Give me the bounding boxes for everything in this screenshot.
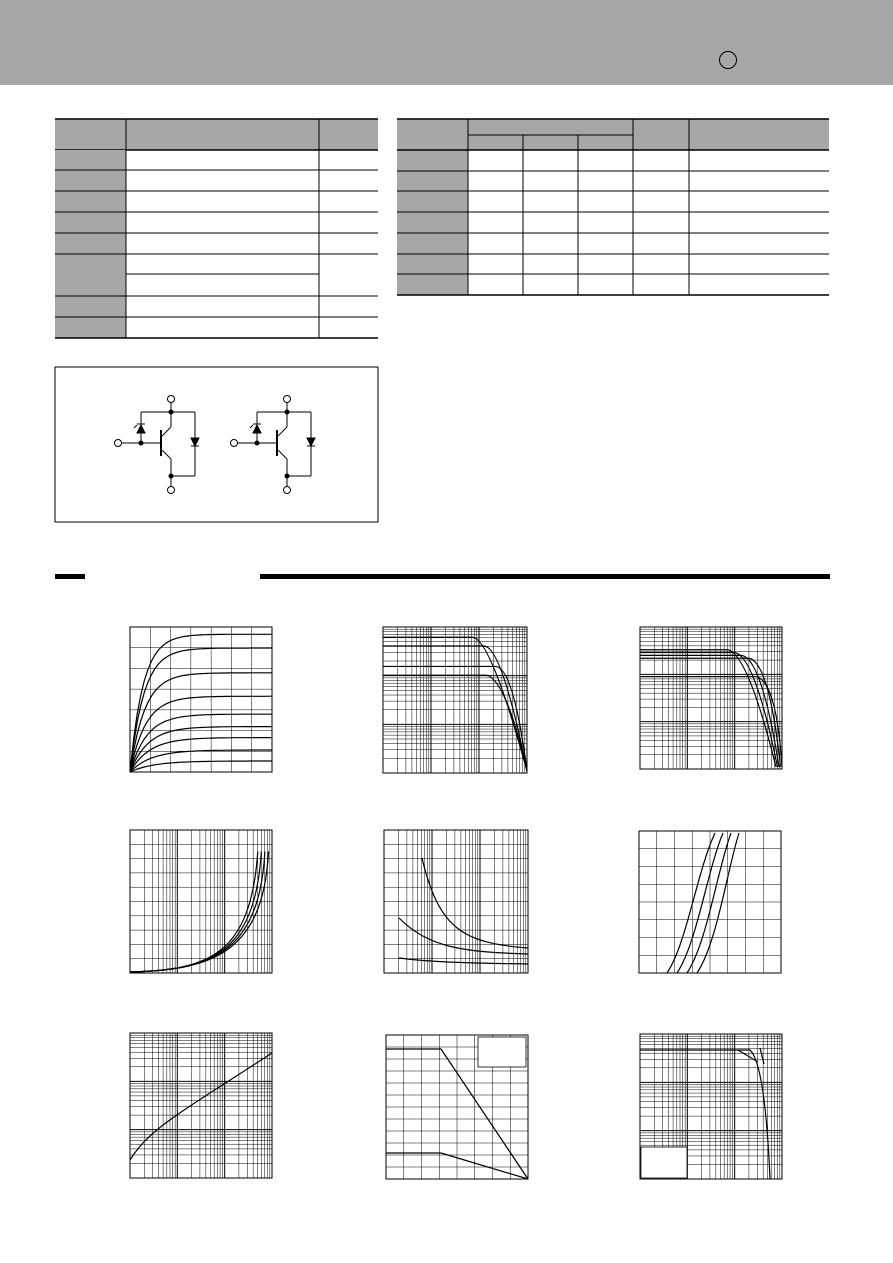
section-rule bbox=[55, 574, 830, 579]
transistor-with-diode-1 bbox=[115, 396, 200, 494]
characteristic-plots bbox=[130, 627, 782, 1179]
right-table-symbol-column bbox=[397, 150, 468, 295]
plot-2 bbox=[383, 627, 527, 773]
plot-6 bbox=[639, 831, 781, 973]
plot-5 bbox=[384, 830, 528, 973]
left-table-header bbox=[55, 119, 378, 150]
plot-1 bbox=[130, 627, 272, 772]
equivalent-circuit bbox=[55, 367, 378, 522]
left-spec-table bbox=[55, 119, 378, 338]
circuit-box bbox=[55, 367, 378, 522]
plot-3 bbox=[640, 627, 782, 769]
plot-4 bbox=[130, 830, 272, 973]
plot-9 bbox=[640, 1034, 782, 1179]
plot-8 bbox=[386, 1035, 528, 1179]
plot-7 bbox=[130, 1033, 272, 1178]
left-table-symbol-column bbox=[55, 150, 126, 338]
transistor-with-diode-2 bbox=[231, 396, 316, 494]
right-spec-table bbox=[397, 119, 829, 295]
